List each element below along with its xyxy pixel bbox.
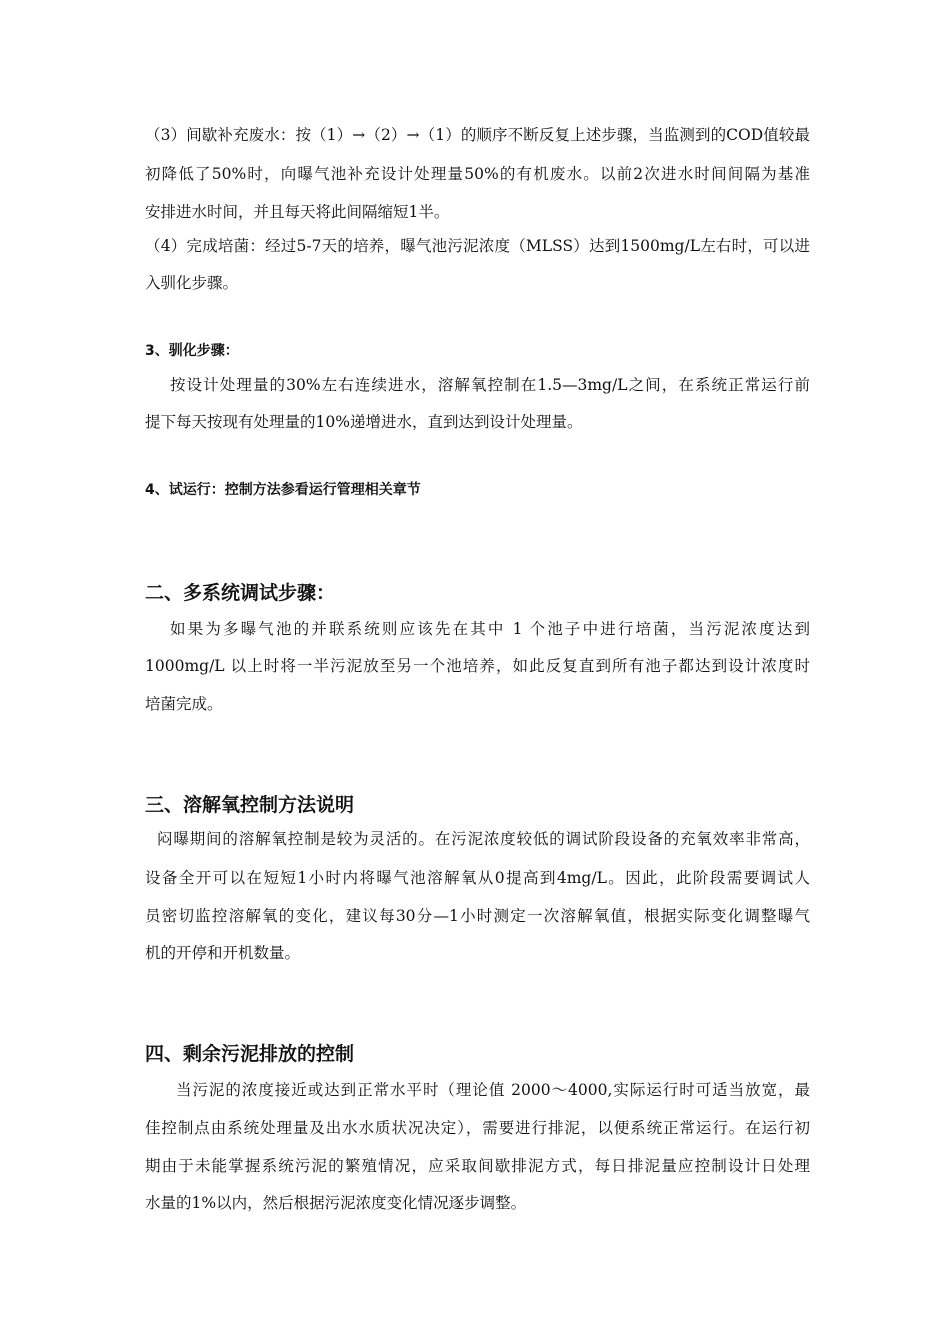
acclimation-body-line-2: 提下每天按现有处理量的10%递增进水，直到达到设计处理量。 bbox=[145, 413, 583, 431]
trial-run-heading: 4、试运行：控制方法参看运行管理相关章节 bbox=[145, 482, 421, 498]
section-4-body-line-2: 佳控制点由系统处理量及出水水质状况决定），需要进行排泥，以便系统正常运行。在运行初 bbox=[145, 1119, 810, 1137]
paragraph-step-3-line-1: （3）间歇补充废水：按（1）→（2）→（1）的顺序不断反复上述步骤，当监测到的COD值较最 bbox=[145, 126, 810, 144]
paragraph-step-4-line-1: （4）完成培菌：经过5-7天的培养，曝气池污泥浓度（MLSS）达到1500mg/L左右时，可以进 bbox=[145, 237, 810, 255]
section-4-heading: 四、剩余污泥排放的控制 bbox=[145, 1043, 355, 1065]
section-4-body-line-1: 当污泥的浓度接近或达到正常水平时（理论值 2000～4000,实际运行时可适当放宽，最 bbox=[176, 1081, 810, 1099]
section-3-body-line-1: 闷曝期间的溶解氧控制是较为灵活的。在污泥浓度较低的调试阶段设备的充氧效率非常高， bbox=[157, 830, 810, 848]
section-2-heading: 二、多系统调试步骤： bbox=[145, 582, 336, 604]
paragraph-step-4-line-2: 入驯化步骤。 bbox=[145, 274, 239, 292]
acclimation-body-line-1: 按设计处理量的30%左右连续进水，溶解氧控制在1.5—3mg/L之间，在系统正常运行前 bbox=[170, 376, 810, 394]
section-2-body-line-1: 如果为多曝气池的并联系统则应该先在其中 1 个池子中进行培菌，当污泥浓度达到 bbox=[170, 620, 810, 638]
paragraph-step-3-line-2: 初降低了50%时，向曝气池补充设计处理量50%的有机废水。以前2次进水时间间隔为基准 bbox=[145, 165, 810, 183]
section-3-body-line-2: 设备全开可以在短短1小时内将曝气池溶解氧从0提高到4mg/L。因此，此阶段需要调试人 bbox=[145, 869, 810, 887]
section-3-heading: 三、溶解氧控制方法说明 bbox=[145, 794, 355, 816]
section-2-body-line-2: 1000mg/L 以上时将一半污泥放至另一个池培养，如此反复直到所有池子都达到设计浓度时 bbox=[145, 657, 810, 675]
section-3-body-line-3: 员密切监控溶解氧的变化，建议每30分—1小时测定一次溶解氧值，根据实际变化调整曝气 bbox=[145, 907, 810, 925]
section-4-body-line-3: 期由于未能掌握系统污泥的繁殖情况，应采取间歇排泥方式，每日排泥量应控制设计日处理 bbox=[145, 1157, 810, 1175]
section-2-body-line-3: 培菌完成。 bbox=[145, 695, 223, 713]
section-4-body-line-4: 水量的1%以内，然后根据污泥浓度变化情况逐步调整。 bbox=[145, 1194, 527, 1212]
paragraph-step-3-line-3: 安排进水时间，并且每天将此间隔缩短1半。 bbox=[145, 203, 450, 221]
section-3-body-line-4: 机的开停和开机数量。 bbox=[145, 944, 301, 962]
acclimation-heading: 3、驯化步骤： bbox=[145, 343, 239, 359]
